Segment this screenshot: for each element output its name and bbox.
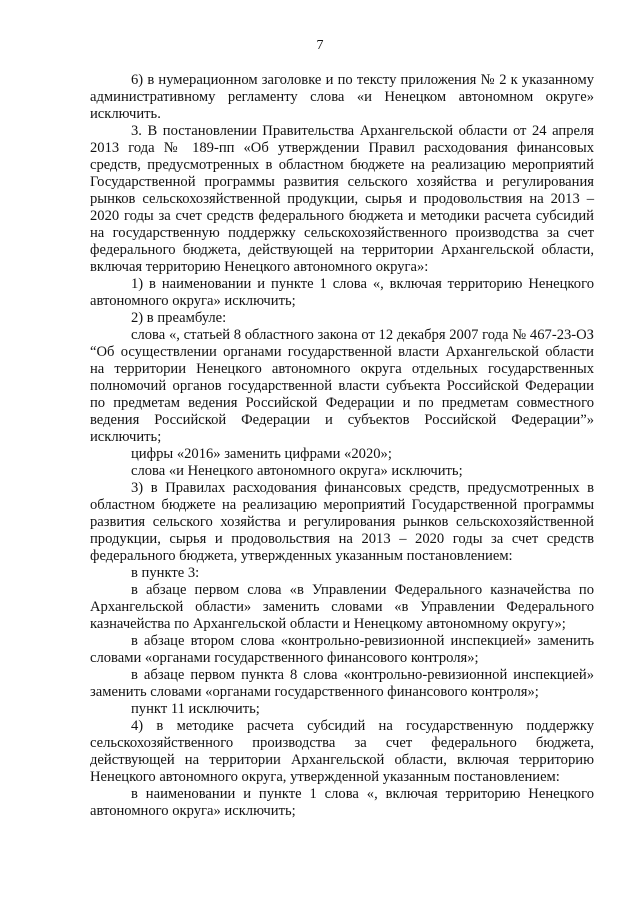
- paragraph: 4) в методике расчета субсидий на государственную поддержку сельскохозяйственного производства за счет федерального бюджета, действующей на территории Архангельской области, включая территорию Ненецкого автономного округа, утвержденной указанным постановлением:: [90, 718, 594, 785]
- paragraph: слова «, статьей 8 областного закона от 12 декабря 2007 года № 467-23-ОЗ “Об осуществлении органами государственной власти Архангельской области на территории Ненецкого автономного округа отдельных государственных полномочий органов государственной власти субъекта Российской Федерации по предметам ведения Российской Федерации и по предметам совместного ведения Российской Федерации и субъектов Российской Федерации”» исключить;: [90, 327, 594, 445]
- paragraph: в абзаце втором слова «контрольно-ревизионной инспекцией» заменить словами «органами государственного финансового контроля»;: [90, 633, 594, 666]
- paragraph: пункт 11 исключить;: [131, 701, 260, 717]
- paragraph: 3) в Правилах расходования финансовых средств, предусмотренных в областном бюджете на реализацию мероприятий Государственной программы развития сельского хозяйства и регулирования рынков сельскохозяйственной продукции, сырья и продовольствия на 2013 – 2020 годы за счет средств федерального бюджета, утвержденных указанным постановлением:: [90, 480, 594, 564]
- paragraph: 6) в нумерационном заголовке и по тексту приложения № 2 к указанному административному регламенту слова «и Ненецком автономном округе» исключить.: [90, 72, 594, 122]
- paragraph: цифры «2016» заменить цифрами «2020»;: [131, 446, 392, 462]
- paragraph: в пункте 3:: [131, 565, 200, 581]
- document-body: [90, 72, 594, 820]
- paragraph: слова «и Ненецкого автономного округа» исключить;: [131, 463, 463, 479]
- page-number: 7: [316, 38, 324, 53]
- paragraph: в наименовании и пункте 1 слова «, включая территорию Ненецкого автономного округа» исключить;: [90, 786, 594, 819]
- paragraph: 3. В постановлении Правительства Архангельской области от 24 апреля 2013 года № 189-пп «Об утверждении Правил расходования финансовых средств, предусмотренных в областном бюджете на реализацию мероприятий Государственной программы развития сельского хозяйства и регулирования рынков сельскохозяйственной продукции, сырья и продовольствия на 2013 – 2020 годы за счет средств федерального бюджета и методики расчета субсидий на государственную поддержку сельскохозяйственного производства за счет федерального бюджета, действующей на территории Архангельской области, включая территорию Ненецкого автономного округа»:: [90, 123, 594, 275]
- paragraph: в абзаце первом слова «в Управлении Федерального казначейства по Архангельской области» заменить словами «в Управлении Федерального казначейства по Архангельской области и Ненецкому автономному округу»;: [90, 582, 594, 632]
- paragraph: в абзаце первом пункта 8 слова «контрольно-ревизионной инспекцией» заменить словами «органами государственного финансового контроля»;: [90, 667, 594, 700]
- paragraph: 1) в наименовании и пункте 1 слова «, включая территорию Ненецкого автономного округа» исключить;: [90, 276, 594, 309]
- paragraph: 2) в преамбуле:: [131, 310, 227, 326]
